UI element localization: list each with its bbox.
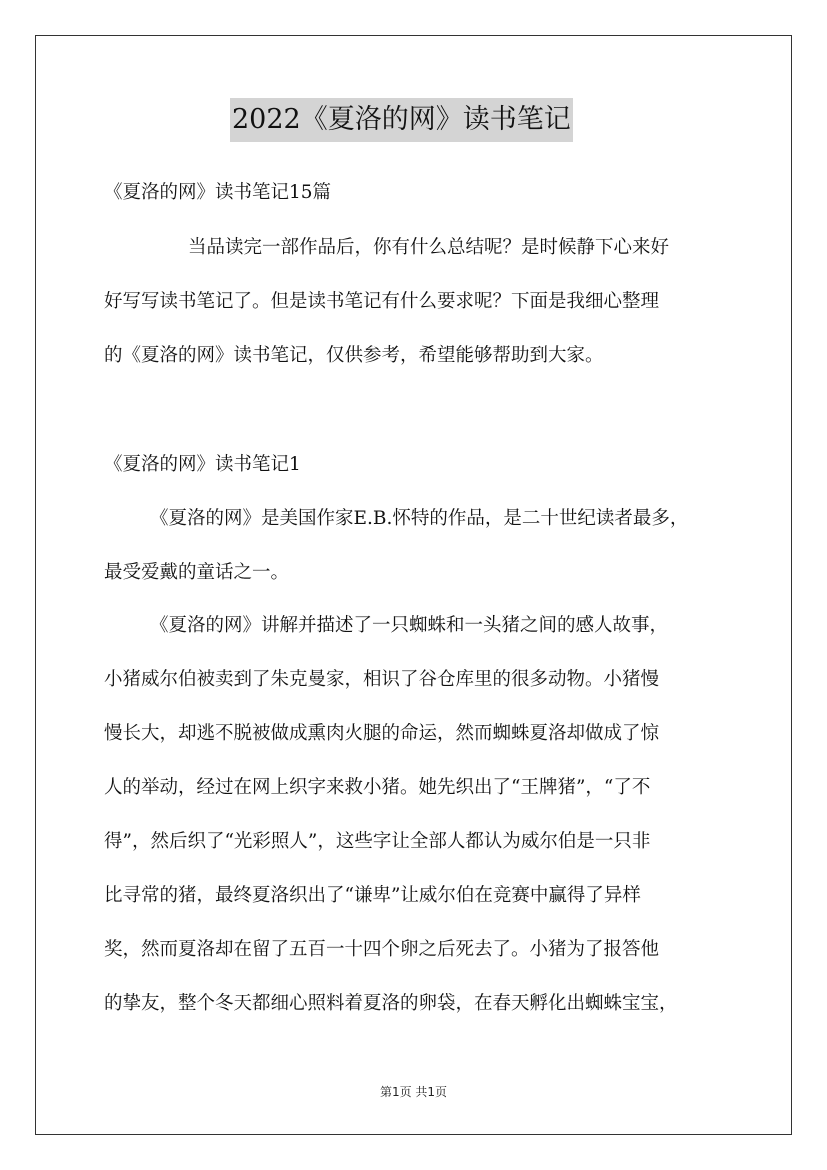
paragraph2-line-1: 《夏洛的网》讲解并描述了一只蜘蛛和一头猪之间的感人故事， (150, 615, 669, 636)
intro-line-3: 的《夏洛的网》读书笔记，仅供参考，希望能够帮助到大家。 (104, 345, 604, 366)
paragraph1-line-2: 最受爱戴的童话之一。 (104, 562, 290, 583)
paragraph2-line-2: 小猪威尔伯被卖到了朱克曼家，相识了谷仓库里的很多动物。小猪慢 (104, 669, 660, 690)
paragraph2-line-8: 的挚友，整个冬天都细心照料着夏洛的卵袋，在春天孵化出蜘蛛宝宝， (104, 993, 678, 1014)
section-heading: 《夏洛的网》读书笔记1 (104, 454, 301, 475)
paragraph2-line-6: 比寻常的猪，最终夏洛织出了“谦卑”让威尔伯在竞赛中赢得了异样 (104, 885, 641, 906)
paragraph2-line-5: 得”，然后织了“光彩照人”，这些字让全部人都认为威尔伯是一只非 (104, 831, 651, 852)
document-title: 2022《夏洛的网》读书笔记 (230, 98, 573, 142)
paragraph2-line-4: 人的举动，经过在网上织字来救小猪。她先织出了“王牌猪”，“了不 (104, 777, 651, 798)
paragraph2-line-7: 奖，然而夏洛却在留了五百一十四个卵之后死去了。小猪为了报答他 (104, 939, 660, 960)
intro-line-1: 当品读完一部作品后，你有什么总结呢？是时候静下心来好 (188, 237, 670, 258)
paragraph1-line-1: 《夏洛的网》是美国作家E.B.怀特的作品，是二十世纪读者最多， (150, 508, 689, 529)
page-footer: 第1页 共1页 (379, 1085, 448, 1099)
intro-line-2: 好写写读书笔记了。但是读书笔记有什么要求呢？下面是我细心整理 (104, 291, 660, 312)
paragraph2-line-3: 慢长大，却逃不脱被做成熏肉火腿的命运，然而蜘蛛夏洛却做成了惊 (104, 723, 660, 744)
subtitle: 《夏洛的网》读书笔记15篇 (104, 182, 332, 203)
